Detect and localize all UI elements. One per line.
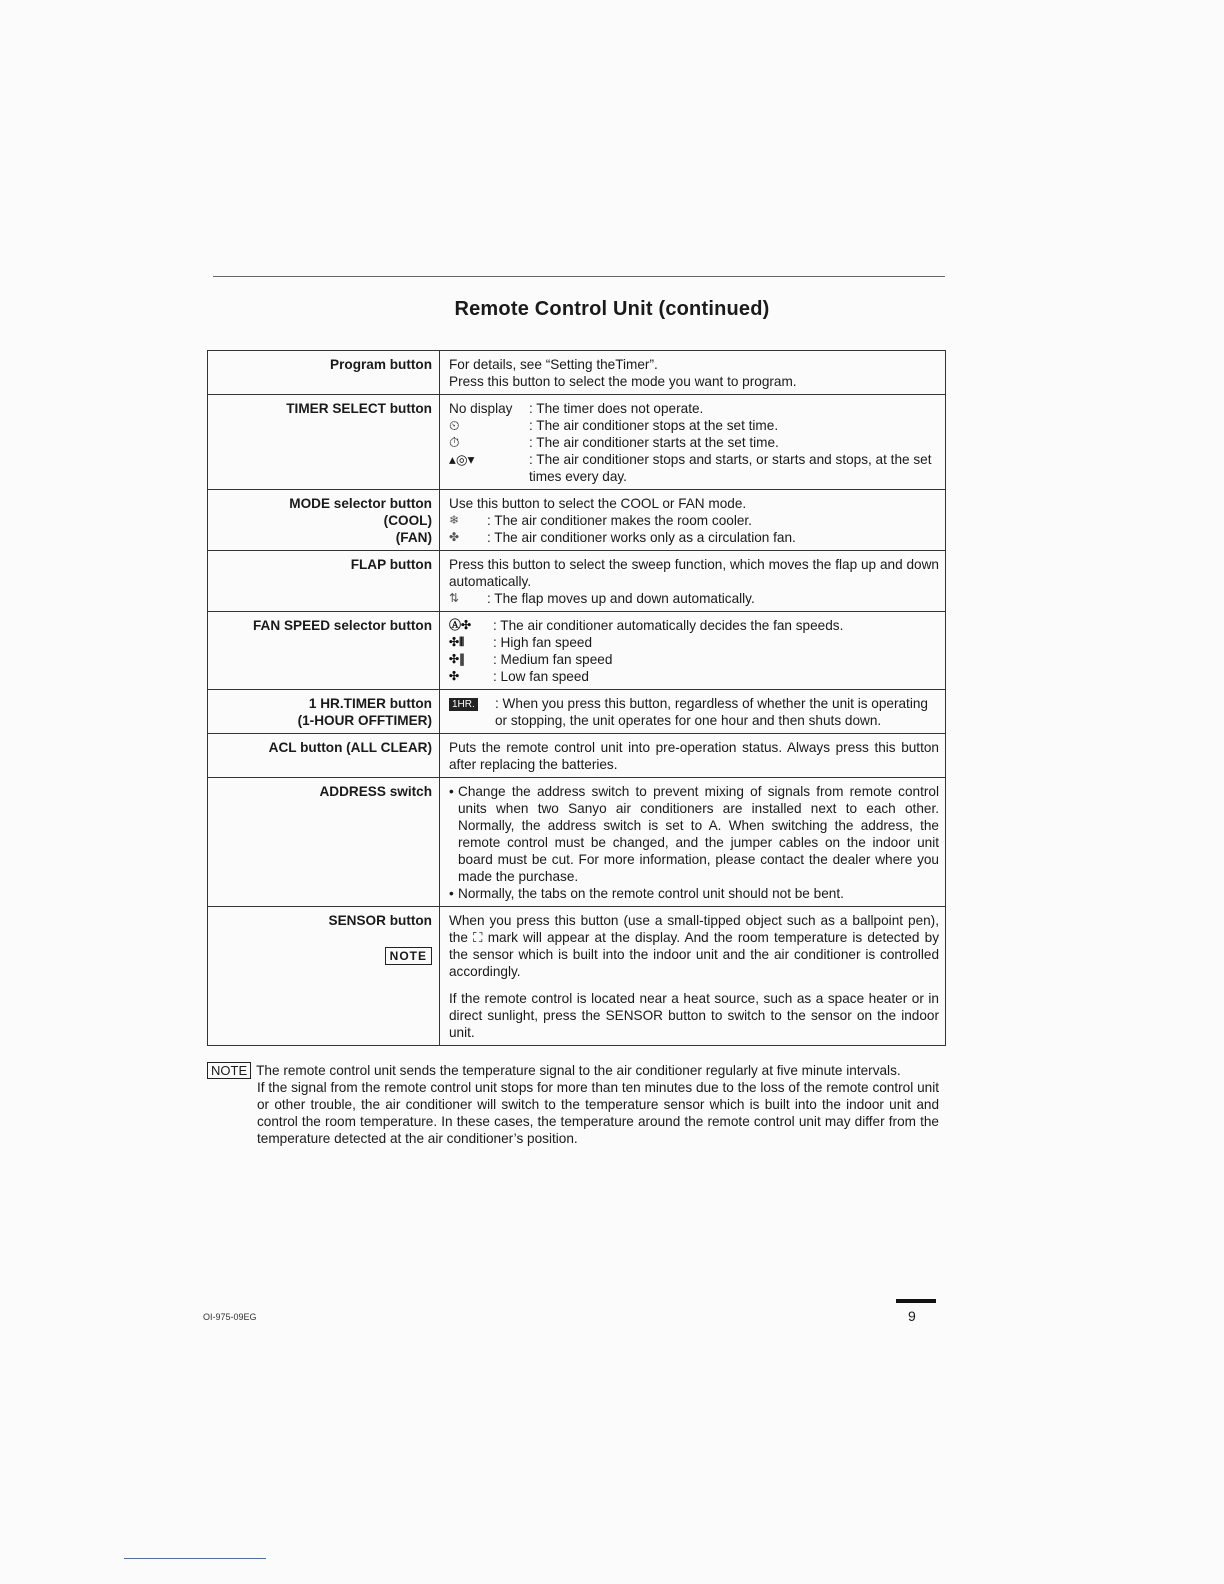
sensor-mark-icon: ⛶: [473, 930, 483, 945]
one-hr-label-text: 1 HR.TIMER button: [308, 696, 432, 711]
mode-button-label: [208, 490, 440, 551]
page-number-rule: [896, 1299, 936, 1303]
one-hr-badge-icon: [449, 695, 495, 729]
table-row: [208, 907, 946, 1046]
flap-desc: [440, 551, 946, 612]
table-row: [208, 734, 946, 778]
footnote: [207, 1062, 939, 1147]
mode-desc: [440, 490, 946, 551]
bottom-rule: [124, 1558, 266, 1559]
no-display-label: No display: [449, 401, 513, 416]
fan-speed-desc: [440, 612, 946, 690]
sensor-text: [449, 912, 939, 980]
high-fan-icon: ✣⦀: [449, 635, 465, 649]
desc-line: : The flap moves up and down automatically.: [487, 591, 755, 606]
one-hr-timer-button-label: [208, 690, 440, 734]
desc-line: mark will appear at the display. And the room temperature is detected by the sensor which is built into the indoor unit and the air conditioner is controlled accordingly.: [449, 930, 939, 979]
table-row: [208, 690, 946, 734]
sensor-label-text: SENSOR button: [328, 913, 432, 928]
table-row: [208, 778, 946, 907]
address-switch-label: ADDRESS switch: [208, 778, 440, 907]
top-rule: [213, 276, 945, 277]
program-button-label: Program button: [208, 351, 440, 395]
acl-button-label: ACL button (ALL CLEAR): [208, 734, 440, 778]
program-button-desc: [440, 351, 946, 395]
desc-line: : The air conditioner starts at the set time.: [529, 435, 779, 450]
page-number: 9: [908, 1308, 916, 1324]
table-row: [208, 551, 946, 612]
footnote-note-box: NOTE: [207, 1062, 251, 1079]
mode-cool-label: (COOL): [383, 513, 432, 528]
timer-select-button-label: TIMER SELECT button: [208, 395, 440, 490]
sensor-note-text: If the remote control is located near a heat source, such as a space heater or in direct sunlight, press the SENSOR button to switch to the sensor on the indoor unit.: [449, 991, 939, 1040]
desc-line: : The timer does not operate.: [529, 401, 704, 416]
note-box: NOTE: [385, 947, 432, 965]
sensor-desc: [440, 907, 946, 1046]
table-row: [208, 351, 946, 395]
timer-on-icon: ⏱: [449, 435, 460, 450]
bullet-dot: •: [449, 886, 454, 901]
desc-line: Change the address switch to prevent mixing of signals from remote control units when two Sanyo air conditioners are installed next to each other. Normally, the address switch is set to A. When switching the address, the remote control must be changed, and the jumper cables on the indoor unit board must be cut. For more information, please contact the dealer where you made the purchase.: [458, 784, 939, 884]
one-hr-badge: 1HR.: [449, 698, 478, 711]
timer-on-off-icon: ▴◎▾: [449, 452, 475, 467]
desc-line: For details, see “Setting theTimer”.: [449, 357, 658, 372]
document-code: OI-975-09EG: [203, 1312, 257, 1322]
desc-line: : When you press this button, regardless of whether the unit is operating or stopping, the unit operates for one hour and then shuts down.: [495, 696, 928, 728]
table-row: [208, 612, 946, 690]
bullet-dot: •: [449, 784, 454, 799]
timer-select-desc: [440, 395, 946, 490]
table-row: [208, 490, 946, 551]
low-fan-icon: ✣: [449, 669, 460, 683]
address-desc: [440, 778, 946, 907]
desc-line: : Medium fan speed: [493, 652, 613, 667]
desc-line: : The air conditioner makes the room cooler.: [487, 513, 752, 528]
timer-off-icon: ⏲: [449, 418, 460, 433]
one-hr-desc: [440, 690, 946, 734]
flap-icon: ⇅: [449, 591, 460, 605]
mode-label-text: MODE selector button: [289, 496, 432, 511]
acl-desc: Puts the remote control unit into pre-operation status. Always press this button after replacing the batteries.: [440, 734, 946, 778]
medium-fan-icon: ✣∥: [449, 652, 466, 666]
table-row: [208, 395, 946, 490]
one-hr-sub-label: (1-HOUR OFFTIMER): [297, 713, 432, 728]
footnote-rest: If the signal from the remote control unit stops for more than ten minutes due to the loss of the remote control unit or other trouble, the air conditioner will switch to the temperature sensor which is built into the indoor unit and control the room temperature. In these cases, the temperature around the remote control unit may differ from the temperature detected at the air conditioner’s position.: [257, 1080, 939, 1146]
desc-line: : The air conditioner stops and starts, or starts and stops, at the set times every day.: [529, 452, 932, 484]
page-title: Remote Control Unit (continued): [454, 298, 770, 320]
desc-line: When you press this button (use a small-tipped object such as a ballpoint pen), the: [449, 913, 939, 945]
desc-line: Normally, the tabs on the remote control unit should not be bent.: [458, 886, 844, 901]
mode-fan-label: (FAN): [395, 530, 432, 545]
sensor-button-label: [208, 907, 440, 1046]
fan-speed-button-label: FAN SPEED selector button: [208, 612, 440, 690]
flap-button-label: FLAP button: [208, 551, 440, 612]
cool-icon: ❄: [449, 513, 460, 527]
footnote-text: The remote control unit sends the temperature signal to the air conditioner regularly at five minute intervals.: [256, 1063, 901, 1078]
fan-icon: ✤: [449, 530, 460, 544]
desc-line: : The air conditioner works only as a circulation fan.: [487, 530, 796, 545]
desc-line: Press this button to select the sweep function, which moves the flap up and down automatically.: [449, 557, 939, 589]
desc-line: Press this button to select the mode you want to program.: [449, 374, 797, 389]
auto-fan-icon: Ⓐ✣: [449, 618, 472, 632]
desc-line: : Low fan speed: [493, 669, 589, 684]
button-table: [207, 350, 946, 1046]
desc-line: : The air conditioner stops at the set time.: [529, 418, 779, 433]
desc-line: : The air conditioner automatically decides the fan speeds.: [493, 618, 844, 633]
desc-line: : High fan speed: [493, 635, 592, 650]
desc-line: Use this button to select the COOL or FAN mode.: [449, 496, 747, 511]
